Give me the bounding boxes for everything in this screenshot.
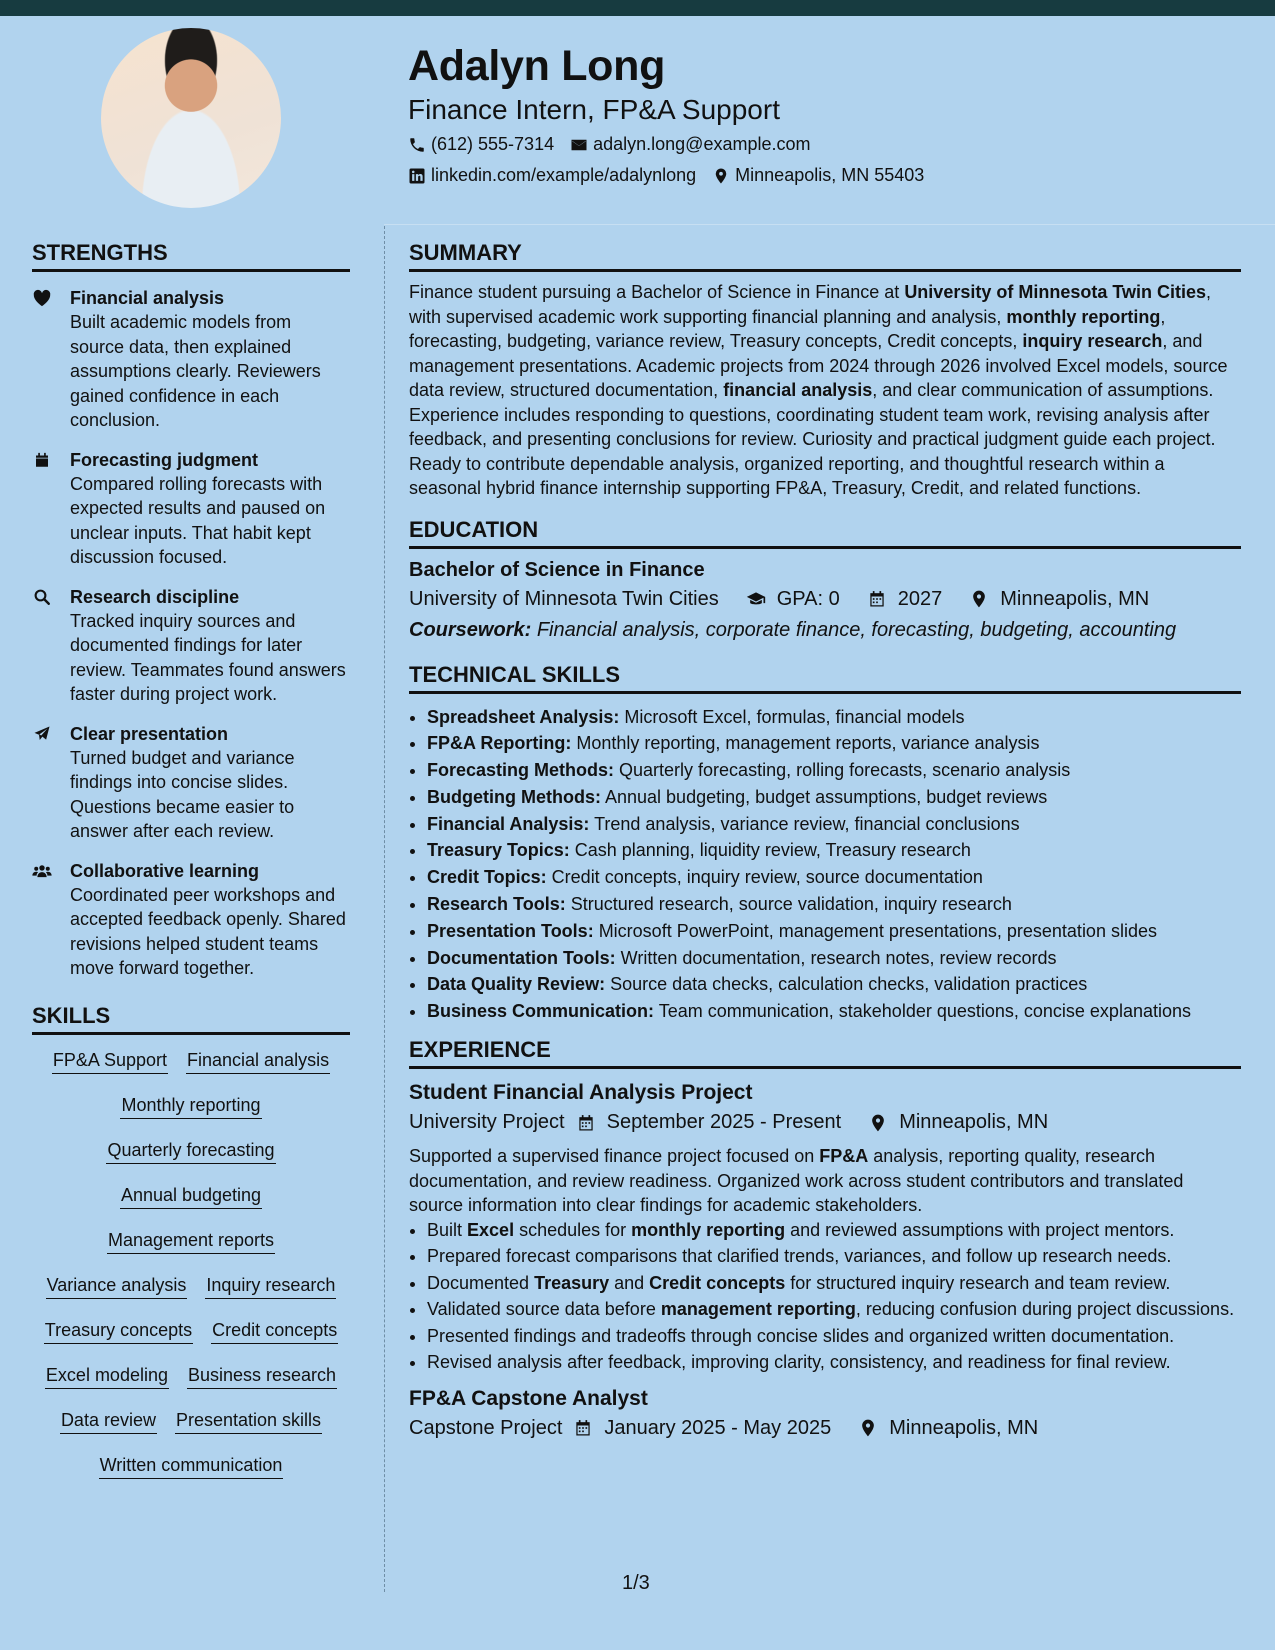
text-segment: and: [609, 1272, 650, 1293]
job-location: Minneapolis, MN: [899, 1111, 1049, 1134]
education-school: University of Minnesota Twin Cities: [409, 587, 719, 610]
skill-tag: Written communication: [99, 1452, 284, 1479]
right-column: [409, 240, 1241, 1440]
technical-skills-list: [409, 704, 1241, 1026]
contact-row-1: [408, 134, 810, 155]
strength-item: [32, 585, 350, 707]
emphasis-text: monthly reporting: [631, 1219, 786, 1240]
technical-skill-item: [427, 998, 1241, 1025]
technical-skill-item: [427, 971, 1241, 998]
technical-skill-label: Presentation Tools:: [427, 920, 594, 941]
text-segment: and reviewed assumptions with project mentors.: [785, 1219, 1175, 1240]
envelope-icon: [570, 136, 588, 154]
experience-section: [409, 1037, 1241, 1440]
technical-skill-label: Spreadsheet Analysis:: [427, 706, 620, 727]
strengths-title: STRENGTHS: [32, 240, 350, 272]
job-dates: January 2025 - May 2025: [604, 1416, 832, 1439]
strength-text: Tracked inquiry sources and documented findings for later review. Teammates found answers faster during project work.: [70, 610, 346, 704]
experience-job: [409, 1387, 1241, 1440]
experience-job: [409, 1081, 1241, 1375]
coursework-text: Financial analysis, corporate finance, forecasting, budgeting, accounting: [536, 618, 1177, 641]
education-gpa: GPA: 0: [776, 587, 840, 610]
strength-item: [32, 286, 350, 433]
technical-skill-value: Structured research, source validation, inquiry research: [565, 894, 1012, 915]
education-degree: Bachelor of Science in Finance: [409, 558, 705, 581]
technical-skill-value: Credit concepts, inquiry review, source documentation: [546, 867, 983, 888]
job-bullet: [427, 1324, 1241, 1349]
technical-skill-label: Data Quality Review:: [427, 974, 606, 995]
skill-tag: Data review: [60, 1407, 157, 1434]
linkedin-icon: [408, 167, 426, 185]
text-segment: Built: [427, 1219, 468, 1240]
job-bullet: [427, 1218, 1241, 1243]
strength-title: Forecasting judgment: [70, 449, 259, 470]
job-meta: [409, 1111, 1241, 1134]
emphasis-text: Credit concepts: [649, 1272, 786, 1293]
technical-skill-label: Business Communication:: [427, 1001, 655, 1022]
calendar-icon: [866, 588, 888, 610]
technical-skill-label: FP&A Reporting:: [427, 733, 572, 754]
candidate-name: Adalyn Long: [408, 42, 666, 90]
job-bullets: [409, 1218, 1241, 1375]
calendar-icon: [572, 1417, 594, 1439]
skill-tag: Inquiry research: [205, 1272, 336, 1299]
skill-tag: Quarterly forecasting: [106, 1137, 275, 1164]
emphasis-text: University of Minnesota Twin Cities: [904, 282, 1207, 302]
technical-skill-label: Documentation Tools:: [427, 947, 616, 968]
technical-skill-value: Cash planning, liquidity review, Treasury research: [569, 840, 971, 861]
technical-skill-value: Microsoft Excel, formulas, financial models: [619, 706, 965, 727]
location-item: [712, 165, 924, 186]
summary-section: [409, 240, 1241, 501]
text-segment: , forecasting, budgeting, variance review, Treasury concepts, Credit concepts,: [409, 306, 1166, 351]
phone-icon: [408, 136, 426, 154]
technical-skills-section: [409, 662, 1241, 1026]
map-pin-icon: [867, 1112, 889, 1134]
technical-skill-label: Budgeting Methods:: [427, 786, 601, 807]
text-segment: for structured inquiry research and team review.: [785, 1272, 1171, 1293]
text-segment: Presented findings and tradeoffs through concise slides and organized written documentation.: [427, 1325, 1175, 1346]
candidate-role: Finance Intern, FP&A Support: [408, 94, 780, 125]
skill-tag: Presentation skills: [175, 1407, 322, 1434]
strength-body: [70, 859, 350, 981]
technical-skill-value: Team communication, stakeholder questions, concise explanations: [654, 1001, 1191, 1022]
skill-tag: Treasury concepts: [44, 1317, 193, 1344]
technical-skill-value: Monthly reporting, management reports, variance analysis: [571, 733, 1040, 754]
location-text: Minneapolis, MN 55403: [735, 165, 925, 185]
graduation-cap-icon: [745, 588, 767, 610]
technical-skill-value: Microsoft PowerPoint, management presentations, presentation slides: [593, 920, 1157, 941]
skill-tag: Business research: [187, 1362, 337, 1389]
emphasis-text: FP&A: [819, 1146, 869, 1167]
email-item[interactable]: [570, 134, 810, 155]
skill-tag: Financial analysis: [186, 1047, 330, 1074]
map-pin-icon: [968, 588, 990, 610]
technical-skill-item: [427, 891, 1241, 918]
users-icon: [32, 859, 58, 981]
job-title: Student Financial Analysis Project: [409, 1081, 753, 1105]
education-year: 2027: [897, 587, 943, 610]
technical-skill-value: Written documentation, research notes, review records: [615, 947, 1057, 968]
technical-skill-item: [427, 757, 1241, 784]
strength-text: Coordinated peer workshops and accepted feedback openly. Shared revisions helped student teams move forward together.: [70, 884, 346, 978]
summary-title: SUMMARY: [409, 240, 1241, 272]
technical-skill-value: Quarterly forecasting, rolling forecasts, scenario analysis: [614, 760, 1071, 781]
job-bullet: [427, 1350, 1241, 1375]
header-rule: [384, 224, 1275, 225]
job-org: University Project: [409, 1111, 565, 1134]
technical-skill-label: Credit Topics:: [427, 867, 547, 888]
skill-tag: Annual budgeting: [120, 1182, 262, 1209]
map-pin-icon: [857, 1417, 879, 1439]
calendar-icon: [575, 1112, 597, 1134]
technical-skill-item: [427, 704, 1241, 731]
map-pin-icon: [712, 167, 730, 185]
text-segment: Prepared forecast comparisons that clarified trends, variances, and follow up research needs.: [427, 1246, 1172, 1267]
strength-item: [32, 722, 350, 844]
text-segment: , with supervised academic work supporting financial planning and analysis,: [409, 282, 1212, 327]
text-segment: , and clear communication of assumptions. Experience includes responding to questions, coordinating student team work, revising analysis after feedback, and presenting conclusions for review. Curiosity and practical judgment guide each project. Ready to contribute dependable analysis, organized reporting, and thoughtful research within a seasonal hybrid finance internship supporting FP&A, Treasury, Credit, and related functions.: [409, 380, 1216, 498]
paper-plane-icon: [32, 722, 58, 844]
search-icon: [32, 585, 58, 707]
job-dates: September 2025 - Present: [606, 1111, 842, 1134]
emphasis-text: monthly reporting: [1006, 306, 1161, 327]
text-segment: Supported a supervised finance project focused on: [409, 1146, 820, 1167]
text-segment: analysis, reporting quality, research documentation, and review readiness. Organized work across student contributors and translated source information into clear findings for academic stakeholders.: [409, 1146, 1184, 1216]
skill-tag: Credit concepts: [211, 1317, 338, 1344]
strength-title: Collaborative learning: [70, 860, 260, 881]
strength-title: Clear presentation: [70, 723, 229, 744]
strength-body: [70, 722, 350, 844]
job-bullet: [427, 1297, 1241, 1322]
technical-skill-item: [427, 730, 1241, 757]
skills-title: SKILLS: [32, 1003, 350, 1035]
summary-text: [409, 280, 1241, 501]
skill-tag: Excel modeling: [45, 1362, 169, 1389]
education-title: EDUCATION: [409, 517, 1241, 549]
technical-skill-label: Treasury Topics:: [427, 840, 570, 861]
page-number: 1/3: [622, 1572, 650, 1594]
skill-tag: Monthly reporting: [120, 1092, 261, 1119]
technical-skill-item: [427, 945, 1241, 972]
job-bullet: [427, 1244, 1241, 1269]
technical-skill-label: Forecasting Methods:: [427, 760, 615, 781]
strength-body: [70, 448, 350, 570]
linkedin-item[interactable]: [408, 165, 696, 186]
email-text: adalyn.long@example.com: [593, 134, 811, 154]
strength-text: Compared rolling forecasts with expected results and paused on unclear inputs. That habit kept discussion focused.: [70, 473, 326, 567]
job-bullet: [427, 1271, 1241, 1296]
technical-skill-value: Source data checks, calculation checks, validation practices: [605, 974, 1088, 995]
phone-item[interactable]: [408, 134, 554, 155]
coursework: [409, 619, 1241, 642]
education-meta: [409, 588, 1241, 611]
phone-text: (612) 555-7314: [431, 134, 555, 154]
contact-row-2: [408, 165, 924, 186]
profile-photo: [101, 28, 281, 208]
job-description: [409, 1144, 1241, 1218]
strength-title: Financial analysis: [70, 288, 225, 308]
technical-skills-title: TECHNICAL SKILLS: [409, 662, 1241, 694]
skill-tag: Variance analysis: [46, 1272, 188, 1299]
left-column: [32, 240, 350, 1497]
experience-title: EXPERIENCE: [409, 1037, 1241, 1069]
technical-skill-value: Trend analysis, variance review, financial conclusions: [589, 813, 1020, 834]
strength-text: Turned budget and variance findings into concise slides. Questions became easier to answer after each review.: [70, 747, 295, 841]
text-segment: Finance student pursuing a Bachelor of Science in Finance at: [409, 282, 905, 302]
strength-title: Research discipline: [70, 586, 240, 607]
calendar-icon: [32, 448, 58, 570]
text-segment: Revised analysis after feedback, improving clarity, consistency, and readiness for final review.: [427, 1352, 1171, 1373]
skill-tag: Management reports: [107, 1227, 275, 1254]
technical-skill-item: [427, 784, 1241, 811]
emphasis-text: Treasury: [534, 1272, 610, 1293]
technical-skill-label: Financial Analysis:: [427, 813, 590, 834]
technical-skill-item: [427, 864, 1241, 891]
strength-body: [70, 286, 350, 433]
text-segment: Documented: [427, 1272, 535, 1293]
emphasis-text: financial analysis: [723, 380, 873, 400]
text-segment: schedules for: [514, 1219, 632, 1240]
strength-body: [70, 585, 350, 707]
text-segment: Validated source data before: [427, 1299, 661, 1320]
emphasis-text: Excel: [467, 1219, 515, 1240]
technical-skill-item: [427, 811, 1241, 838]
strengths-list: [32, 286, 350, 981]
job-title: FP&A Capstone Analyst: [409, 1386, 648, 1410]
strength-item: [32, 448, 350, 570]
technical-skill-label: Research Tools:: [427, 894, 566, 915]
experience-jobs: [409, 1081, 1241, 1440]
skill-tag: FP&A Support: [52, 1047, 168, 1074]
text-segment: , reducing confusion during project discussions.: [855, 1299, 1235, 1320]
column-divider: [384, 226, 385, 1592]
coursework-label: Coursework:: [409, 618, 532, 641]
job-org: Capstone Project: [409, 1416, 563, 1439]
top-bar: [0, 0, 1275, 16]
emphasis-text: inquiry research: [1022, 331, 1163, 351]
emphasis-text: management reporting: [660, 1299, 856, 1320]
education-location: Minneapolis, MN: [1000, 587, 1150, 610]
skills-tags: [32, 1047, 350, 1497]
technical-skill-item: [427, 918, 1241, 945]
strength-item: [32, 859, 350, 981]
heart-icon: [32, 286, 58, 433]
text-segment: , and management presentations. Academic projects from 2024 through 2026 involved Excel models, source data review, structured documentation,: [409, 331, 1228, 400]
strength-text: Built academic models from source data, then explained assumptions clearly. Reviewers gained confidence in each conclusion.: [70, 312, 321, 430]
job-meta: [409, 1417, 1241, 1440]
technical-skill-item: [427, 837, 1241, 864]
job-location: Minneapolis, MN: [889, 1416, 1039, 1439]
technical-skill-value: Annual budgeting, budget assumptions, budget reviews: [600, 786, 1048, 807]
education-section: [409, 517, 1241, 642]
linkedin-text: linkedin.com/example/adalynlong: [431, 165, 697, 185]
